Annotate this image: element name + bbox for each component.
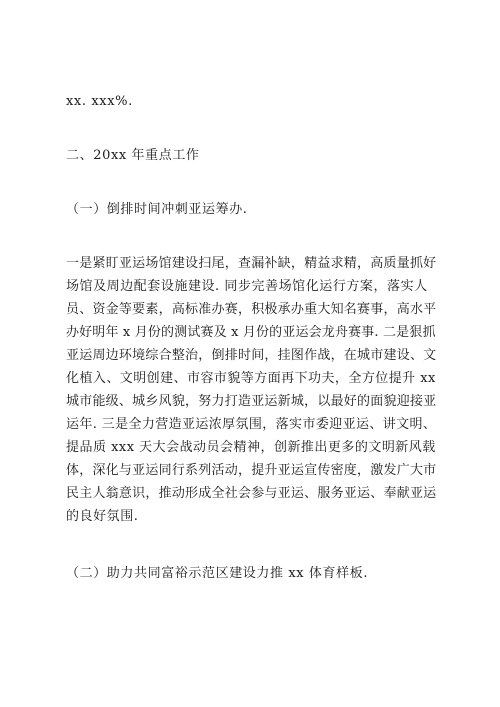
paragraph-line: 的良好氛围. — [66, 509, 139, 524]
subsection-heading-2: （二）助力共同富裕示范区建设力推 xx 体育样板. — [66, 566, 369, 581]
paragraph-line: 提品质 xxx 天大会战动员会精神，创新推出更多的文明新风载 — [66, 440, 436, 455]
paragraph-line: 办好明年 x 月份的测试赛及 x 月份的亚运会龙舟赛事. 二是狠抓 — [66, 325, 436, 340]
top-fragment-text: xx. xxx%. — [66, 94, 133, 109]
paragraph-line: 亚运周边环境综合整治，倒排时间，挂图作战，在城市建设、文 — [66, 348, 437, 363]
paragraph-line: 员、资金等要素，高标准办赛，积极承办重大知名赛事，高水平 — [66, 302, 437, 317]
subsection-heading-1: （一）倒排时间冲刺亚运筹办. — [66, 202, 248, 217]
section-heading: 二、20xx 年重点工作 — [66, 148, 200, 163]
paragraph-line: 化植入、文明创建、市容市貌等方面再下功夫，全方位提升 xx — [66, 371, 436, 386]
paragraph-line: 城市能级、城乡风貌，努力打造亚运新城，以最好的面貌迎接亚 — [66, 394, 437, 409]
paragraph-line: 一是紧盯亚运场馆建设扫尾，查漏补缺，精益求精，高质量抓好 — [66, 256, 437, 271]
paragraph-line: 场馆及周边配套设施建设. 同步完善场馆化运行方案，落实人 — [66, 279, 428, 294]
paragraph-line: 民主人翁意识，推动形成全社会参与亚运、服务亚运、奉献亚运 — [66, 486, 437, 501]
paragraph-line: 体，深化与亚运同行系列活动，提升亚运宣传密度，激发广大市 — [66, 463, 437, 478]
paragraph-line: 运年. 三是全力营造亚运浓厚氛围，落实市委迎亚运、讲文明、 — [66, 417, 437, 432]
